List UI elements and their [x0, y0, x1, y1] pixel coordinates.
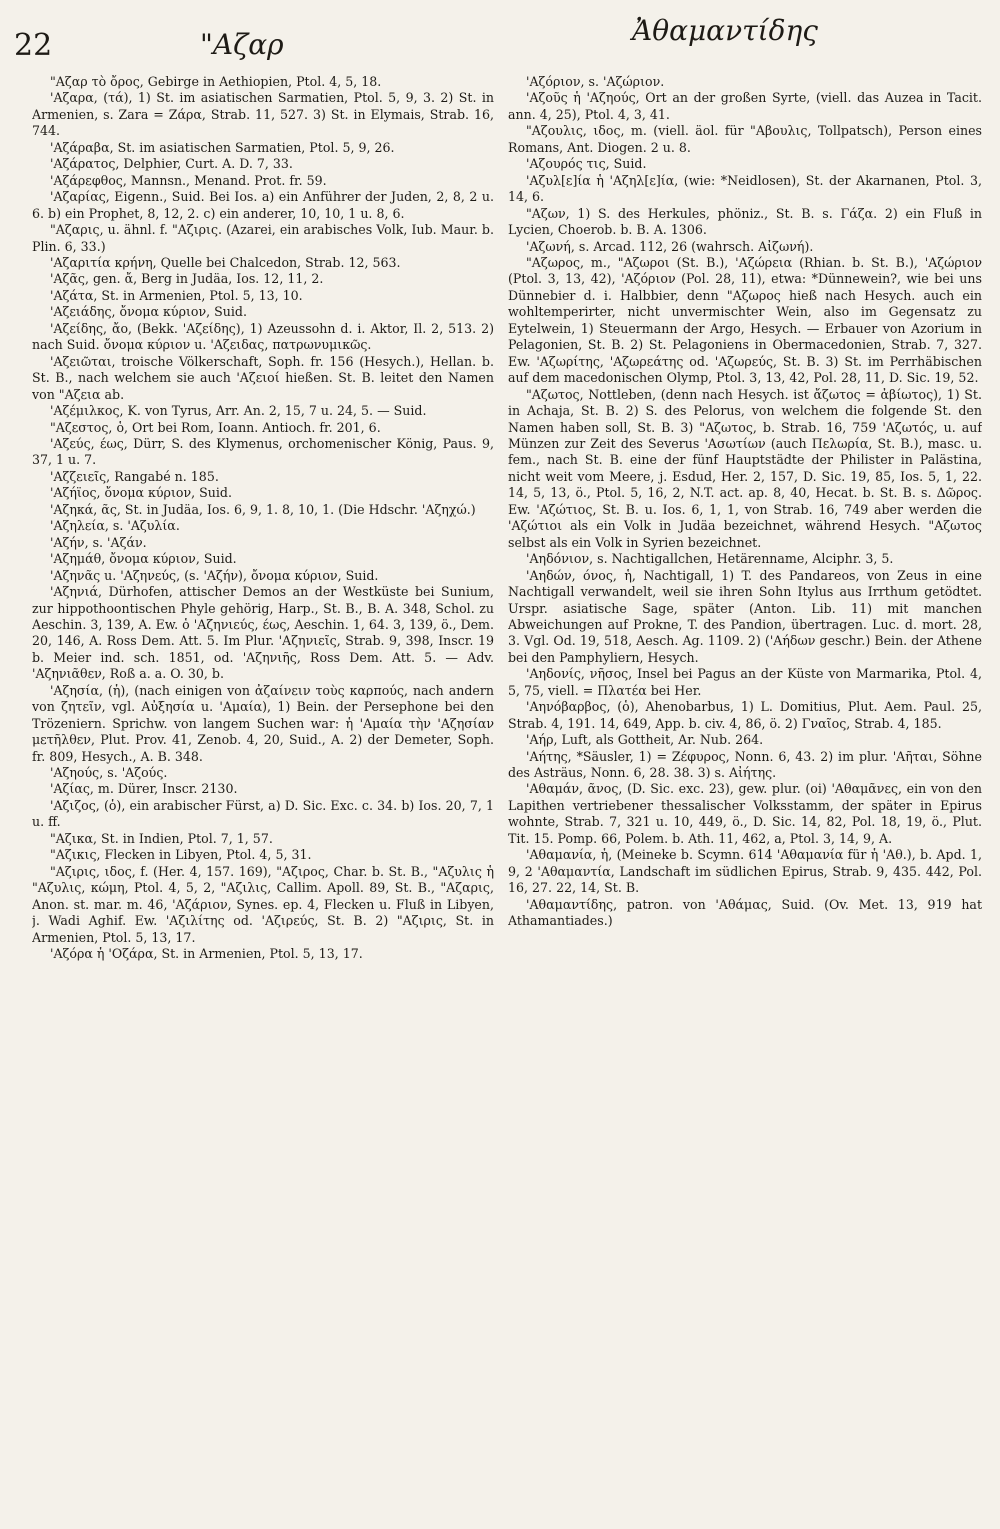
dictionary-entry: 'Αζουρός τις, Suid.: [526, 156, 647, 172]
dictionary-entry: 'Αηδόνιον, s. Nachtigallchen, Hetärenname, Alciphr. 3, 5.: [526, 551, 894, 567]
dictionary-entry: 'Αζαριτία κρήνη, Quelle bei Chalcedon, Strab. 12, 563.: [50, 254, 401, 270]
page-number: 22: [14, 28, 53, 63]
dictionary-entry: 'Αζηούς, s. 'Αζούς.: [50, 765, 168, 781]
running-head-left: "Αζαρ: [200, 28, 284, 61]
dictionary-entry: 'Αζζειεῖς, Rangabé n. 185.: [50, 468, 219, 484]
dictionary-entry: 'Αζείδης, ἄο, (Bekk. 'Αζείδης), 1) Azeussohn d. i. Aktor, Il. 2, 513. 2) nach Suid. ὄνομα κύριον u. 'Αζειδας, πατρωνυμικῶς.: [32, 320, 494, 353]
dictionary-entry: 'Αζίας, m. Dürer, Inscr. 2130.: [50, 781, 238, 797]
dictionary-entry: 'Αζαρίας, Eigenn., Suid. Bei Ios. a) ein Anführer der Juden, 2, 8, 2 u. 6. b) ein Prophet, 8, 12, 2. c) ein anderer, 10, 10, 1 u. 8, 6.: [32, 189, 494, 221]
left-column: [32, 74, 494, 1505]
dictionary-entry: 'Αζοῦς ἡ 'Αζηούς, Ort an der großen Syrte, (viell. das Auzea in Tacit. ann. 4, 25), Ptol. 4, 3, 41.: [508, 90, 982, 122]
dictionary-entry: 'Αζαρα, (τά), 1) St. im asiatischen Sarmatien, Ptol. 5, 9, 3. 2) St. in Armenien, s. Zara = Ζάρα, Strab. 11, 527. 3) St. in Elymais, Strab. 16, 744.: [32, 90, 494, 139]
dictionary-entry: 'Αζάρατος, Delphier, Curt. A. D. 7, 33.: [50, 156, 293, 172]
dictionary-entry: 'Αζάρεφθος, Mannsn., Menand. Prot. fr. 59.: [50, 172, 327, 188]
dictionary-entry: 'Αήρ, Luft, als Gottheit, Ar. Nub. 264.: [526, 732, 764, 748]
dictionary-entry: 'Αζήϊος, ὄνομα κύριον, Suid.: [50, 485, 232, 501]
dictionary-entry: 'Αζηκά, ᾶς, St. in Judäa, Ios. 6, 9, 1. 8, 10, 1. (Die Hdschr. 'Αζηχώ.): [50, 501, 476, 517]
right-column: [508, 74, 982, 1505]
dictionary-entry: "Αζων, 1) S. des Herkules, phöniz., St. B. s. Γάζα. 2) ein Fluß in Lycien, Choerob. b. B. A. 1306.: [508, 205, 982, 238]
dictionary-entry: 'Αζιζος, (ὁ), ein arabischer Fürst, a) D. Sic. Exc. c. 34. b) Ios. 20, 7, 1 u. ff.: [32, 797, 494, 830]
dictionary-entry: 'Αζάτα, St. in Armenien, Ptol. 5, 13, 10.: [50, 287, 303, 303]
dictionary-entry: 'Αζηνιά, Dürhofen, attischer Demos an der Westküste bei Sunium, zur hippothoontischen Phyle gehörig, Harp., St. B., B. A. 348, Schol. zu Aeschin. 3, 139, A. Ew. ὁ 'Αζηνιεύς, έως, Aeschin. 1, 64. 3, 139, ö., Dem. 20, 146, A. Ross Dem. Att. 5. Im Plur. 'Αζηνιεῖς, Strab. 9, 398, Inscr. 19 b. Meier ind. sch. 1851, od. 'Αζηνιῆς, Ross Dem. Att. 5. — Adv. 'Αζηνιᾶθεν, Roß a. a. O. 30, b.: [32, 584, 494, 682]
dictionary-entry: 'Αηδών, όνος, ἡ, Nachtigall, 1) T. des Pandareos, von Zeus in eine Nachtigall verwandelt, weil sie ihren Sohn Itylus aus Irrthum getödtet. Urspr. asiatische Sage, später (Anton. Lib. 11) mit manchen Abweichungen auf Prokne, T. des Pandion, übertragen. Luc. d. mort. 28, 3. Vgl. Od. 19, 518, Aesch. Ag. 1109. 2) ('Αήδων geschr.) Bein. der Athene bei den Pamphyliern, Hesych.: [508, 567, 982, 665]
dictionary-entry: 'Αθαμαντίδης, patron. von 'Αθάμας, Suid. (Ov. Met. 13, 919 hat Athamantiades.): [508, 896, 982, 929]
dictionary-entry: "Αζαρις, u. ähnl. f. "Αζιρις. (Azarei, ein arabisches Volk, Iub. Maur. b. Plin. 6, 33.): [32, 222, 494, 254]
dictionary-entry: 'Αήτης, *Säusler, 1) = Ζέφυρος, Nonn. 6, 43. 2) im plur. 'Αῆται, Söhne des Asträus, Nonn. 6, 28. 38. 3) s. Αἰήτης.: [508, 748, 982, 781]
dictionary-entry: "Αζωτος, Nottleben, (denn nach Hesych. ist ἄζωτος = ἀβίωτος), 1) St. in Achaja, St. B. 2) S. des Pelorus, von welchem die folgende St. den Namen haben soll, St. B. 3) "Αζωτος, b. Strab. 16, 759 'Αζωτός, u. auf Münzen zur Zeit des Severus 'Ασωτίων (auch Πελωρία, St. B.), masc. u. fem., nach St. B. eine der fünf Hauptstädte der Philister in Palästina, nicht weit vom Meere, j. Esdud, Her. 2, 157, D. Sic. 19, 85, Ios. 5, 1, 22. 14, 5, 13, ö., Ptol. 5, 16, 2, N.T. act. ap. 8, 40, Hecat. b. St. B. s. Δῶρος. Ew. 'Αζώτιος, St. B. u. Ios. 6, 1, 1, von Strab. 16, 749 aber werden die 'Αζώτιοι als ein Volk in Judäa bezeichnet, während Hesych. "Αζωτος selbst als ein Volk in Syrien bezeichnet.: [508, 386, 982, 550]
dictionary-entry: 'Αθαμάν, ᾶνος, (D. Sic. exc. 23), gew. plur. (oi) 'Αθαμᾶνες, ein von den Lapithen vertriebener thessalischer Volksstamm, der später in Epirus wohnte, Strab. 7, 321 u. 10, 449, ö., D. Sic. 14, 82, Pol. 18, 19, ö., Plut. Tit. 15. Pomp. 66, Polem. b. Ath. 11, 462, a, Ptol. 3, 14, 9, A.: [508, 781, 982, 846]
dictionary-entry: "Αζικις, Flecken in Libyen, Ptol. 4, 5, 31.: [50, 847, 312, 863]
dictionary-entry: "Αζικα, St. in Indien, Ptol. 7, 1, 57.: [50, 830, 273, 846]
dictionary-entry: "Αζαρ τὸ ὄρος, Gebirge in Aethiopien, Ptol. 4, 5, 18.: [50, 74, 382, 89]
dictionary-entry: 'Αζηνᾶς u. 'Αζηνεύς, (s. 'Αζήν), ὄνομα κύριον, Suid.: [50, 567, 379, 583]
dictionary-entry: 'Αζησία, (ἡ), (nach einigen von ἀζαίνειν τοὺς καρπούς, nach andern von ζητεῖν, vgl. Αὐξησία u. 'Αμαία), 1) Bein. der Persephone bei den Trözeniern. Sprichw. von langem Suchen war: ἡ 'Αμαία τὴν 'Αζησίαν μετῆλθεν, Plut. Prov. 41, Zenob. 4, 20, Suid., A. 2) der Demeter, Soph. fr. 809, Hesych., A. B. 348.: [32, 682, 494, 764]
dictionary-entry: 'Αζειάδης, ὄνομα κύριον, Suid.: [50, 304, 247, 320]
dictionary-entry: 'Αζᾶς, gen. ἄ, Berg in Judäa, Ios. 12, 11, 2.: [50, 271, 324, 287]
dictionary-entry: 'Αζέμιλκος, K. von Tyrus, Arr. An. 2, 15, 7 u. 24, 5. — Suid.: [50, 403, 427, 419]
dictionary-entry: "Αζωρος, m., "Αζωροι (St. B.), 'Αζώρεια (Rhian. b. St. B.), 'Αζώριον (Ptol. 3, 13, 42), 'Αζόριον (Pol. 28, 11), etwa: *Dünnewein?, wie bei uns Dünnebier d. i. Halbbier, denn "Αζωρος hieß nach Hesych. auch ein wohltemperirter, nicht unvermischter Wein, also im Gegensatz zu Eytelwein, 1) Steuermann der Argo, Hesych. — Erbauer von Azorium in Pelagonien, St. B. 2) St. Pelagoniens in Obermacedonien, Strab. 7, 327. Ew. 'Αζωρίτης, 'Αζωρεάτης od. 'Αζωρεύς, St. B. 3) St. im Perrhäbischen auf dem macedonischen Olymp, Ptol. 3, 13, 42, Pol. 28, 11, D. Sic. 19, 52.: [508, 254, 982, 386]
dictionary-entry: "Αζουλις, ιδος, m. (viell. äol. für "Αβουλις, Tollpatsch), Person eines Romans, Ant. Diogen. 2 u. 8.: [508, 123, 982, 155]
dictionary-entry: 'Αηδονίς, νῆσος, Insel bei Pagus an der Küste von Marmarika, Ptol. 4, 5, 75, viell. = Πλατέα bei Her.: [508, 666, 982, 698]
dictionary-entry: 'Αζόρα ἡ 'Οζάρα, St. in Armenien, Ptol. 5, 13, 17.: [50, 946, 363, 962]
dictionary-entry: 'Αζήν, s. 'Αζάν.: [50, 534, 147, 550]
dictionary-entry: 'Αθαμανία, ἡ, (Meineke b. Scymn. 614 'Αθαμανία für ἡ 'Αθ.), b. Apd. 1, 9, 2 'Αθαμαντία, Landschaft im südlichen Epirus, Strab. 9, 435. 442, Pol. 16, 27. 22, 14, St. B.: [508, 847, 982, 896]
dictionary-entry: "Αζεστος, ὁ, Ort bei Rom, Ioann. Antioch. fr. 201, 6.: [50, 419, 381, 435]
dictionary-entry: 'Αζηλεία, s. 'Αζυλία.: [50, 518, 180, 534]
dictionary-entry: "Αζιρις, ιδος, f. (Her. 4, 157. 169), "Αζιρος, Char. b. St. B., "Αζυλις ἡ "Αζυλις, κώμη, Ptol. 4, 5, 2, "Αζιλις, Callim. Apoll. 89, St. B., "Αζαρις, Anon. st. mar. m. 46, 'Αζάριον, Synes. ep. 4, Flecken u. Fluß in Libyen, j. Wadi Aghif. Ew. 'Αζιλίτης od. 'Αζιρεύς, St. B. 2) "Αζιρις, St. in Armenien, Ptol. 5, 13, 17.: [32, 863, 494, 945]
dictionary-entry: 'Αζυλ[ε]ία ἡ 'Αζηλ[ε]ία, (wie: *Neidlosen), St. der Akarnanen, Ptol. 3, 14, 6.: [508, 172, 982, 205]
dictionary-entry: 'Αηνόβαρβος, (ὁ), Ahenobarbus, 1) L. Domitius, Plut. Aem. Paul. 25, Strab. 4, 191. 14, 649, App. b. civ. 4, 86, ö. 2) Γναῖος, Strab. 4, 185.: [508, 699, 982, 731]
dictionary-entry: 'Αζειῶται, troische Völkerschaft, Soph. fr. 156 (Hesych.), Hellan. b. St. B., nach welchem sie auch 'Αζειοί hießen. St. B. leitet den Namen von "Αζεια ab.: [32, 353, 494, 402]
running-head-right: Ἀθαμαντίδης: [632, 14, 818, 47]
dictionary-entry: 'Αζημάθ, ὄνομα κύριον, Suid.: [50, 551, 237, 567]
dictionary-entry: 'Αζεύς, έως, Dürr, S. des Klymenus, orchomenischer König, Paus. 9, 37, 1 u. 7.: [32, 435, 494, 468]
dictionary-entry: 'Αζόριον, s. 'Αζώριον.: [526, 74, 665, 89]
dictionary-entry: 'Αζωνή, s. Arcad. 112, 26 (wahrsch. Αἰζωνή).: [526, 238, 814, 254]
dictionary-entry: 'Αζάραβα, St. im asiatischen Sarmatien, Ptol. 5, 9, 26.: [50, 139, 395, 155]
